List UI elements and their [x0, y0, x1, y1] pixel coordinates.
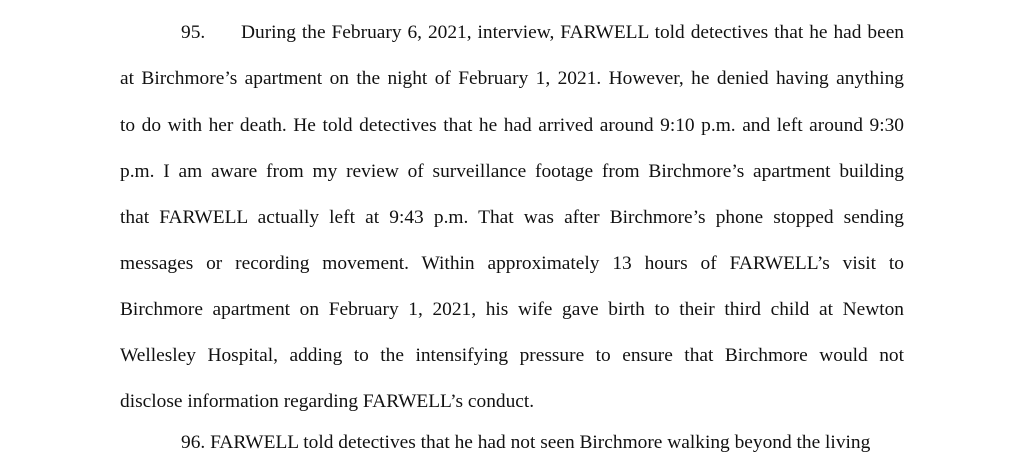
- paragraph-95-line-7: Birchmore apartment on February 1, 2021, his wife gave birth to their third child at Newton: [120, 299, 904, 320]
- paragraph-95-line-9: disclose information regarding FARWELL’s conduct.: [120, 391, 535, 412]
- paragraph-96-partial-line: 96. FARWELL told detectives that he had not seen Birchmore walking beyond the living: [181, 432, 871, 453]
- paragraph-95-line-1: During the February 6, 2021, interview, FARWELL told detectives that he had been: [241, 22, 904, 43]
- paragraph-95-line-4: p.m. I am aware from my review of surveillance footage from Birchmore’s apartment building: [120, 161, 904, 182]
- paragraph-95-line-2: at Birchmore’s apartment on the night of February 1, 2021. However, he denied having anything: [120, 68, 904, 89]
- paragraph-95-line-6: messages or recording movement. Within approximately 13 hours of FARWELL’s visit to: [120, 253, 904, 274]
- paragraph-95-line-5: that FARWELL actually left at 9:43 p.m. That was after Birchmore’s phone stopped sending: [120, 207, 904, 228]
- paragraph-95-line-8: Wellesley Hospital, adding to the intensifying pressure to ensure that Birchmore would not: [120, 345, 904, 366]
- paragraph-95-line-3: to do with her death. He told detectives that he had arrived around 9:10 p.m. and left around 9:30: [120, 115, 904, 136]
- paragraph-number-95: 95.: [181, 22, 206, 43]
